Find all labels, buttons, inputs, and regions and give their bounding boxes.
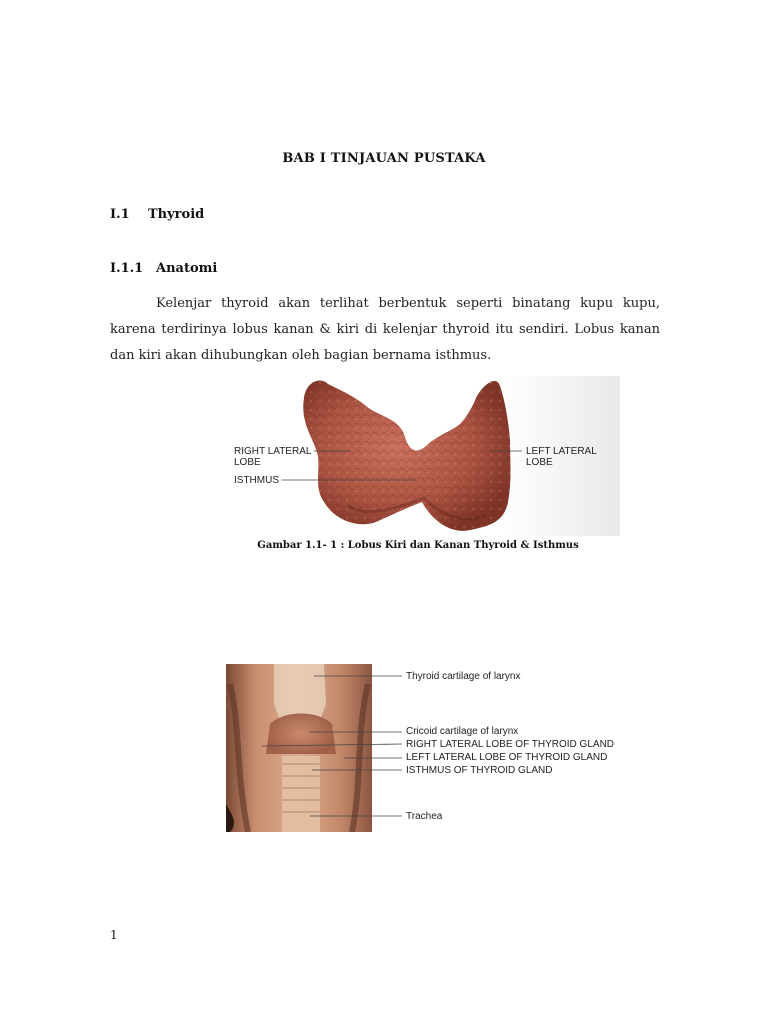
chapter-title: BAB I TINJAUAN PUSTAKA bbox=[282, 151, 486, 166]
left-lateral-lobe-gland-label: LEFT LATERAL LOBE OF THYROID GLAND bbox=[406, 752, 608, 763]
right-lateral-lobe-gland-label: RIGHT LATERAL LOBE OF THYROID GLAND bbox=[406, 739, 615, 750]
trachea-label: Trachea bbox=[406, 811, 443, 822]
right-lateral-lobe-label-2: LOBE bbox=[234, 457, 261, 468]
section-heading bbox=[110, 207, 204, 222]
figure-caption: Gambar 1.1- 1 : Lobus Kiri dan Kanan Thyroid & Isthmus bbox=[257, 540, 579, 551]
section-title: Thyroid bbox=[148, 207, 205, 222]
section-number: I.1 bbox=[110, 207, 130, 222]
left-lateral-lobe-label: LEFT LATERAL bbox=[526, 446, 597, 457]
neck-dissection-figure bbox=[226, 664, 626, 832]
subsection-heading bbox=[110, 261, 217, 276]
right-lateral-lobe-label: RIGHT LATERAL bbox=[234, 446, 312, 457]
isthmus-gland-label: ISTHMUS OF THYROID GLAND bbox=[406, 765, 553, 776]
cricoid-cartilage-label: Cricoid cartilage of larynx bbox=[406, 726, 519, 737]
body-paragraph: Kelenjar thyroid akan terlihat berbentuk seperti binatang kupu kupu, karena terdirinya lobus kanan & kiri di kelenjar thyroid itu sendiri. Lobus kanan dan kiri akan dihubungkan oleh bagian bernama isthmus. bbox=[110, 296, 660, 363]
thyroid-specimen-figure bbox=[228, 376, 620, 536]
subsection-title: Anatomi bbox=[156, 261, 218, 276]
isthmus-label: ISTHMUS bbox=[234, 475, 279, 486]
thyroid-cartilage-label: Thyroid cartilage of larynx bbox=[406, 671, 521, 682]
subsection-number: I.1.1 bbox=[110, 261, 144, 276]
left-lateral-lobe-label-2: LOBE bbox=[526, 457, 553, 468]
page-number: 1 bbox=[110, 928, 118, 942]
